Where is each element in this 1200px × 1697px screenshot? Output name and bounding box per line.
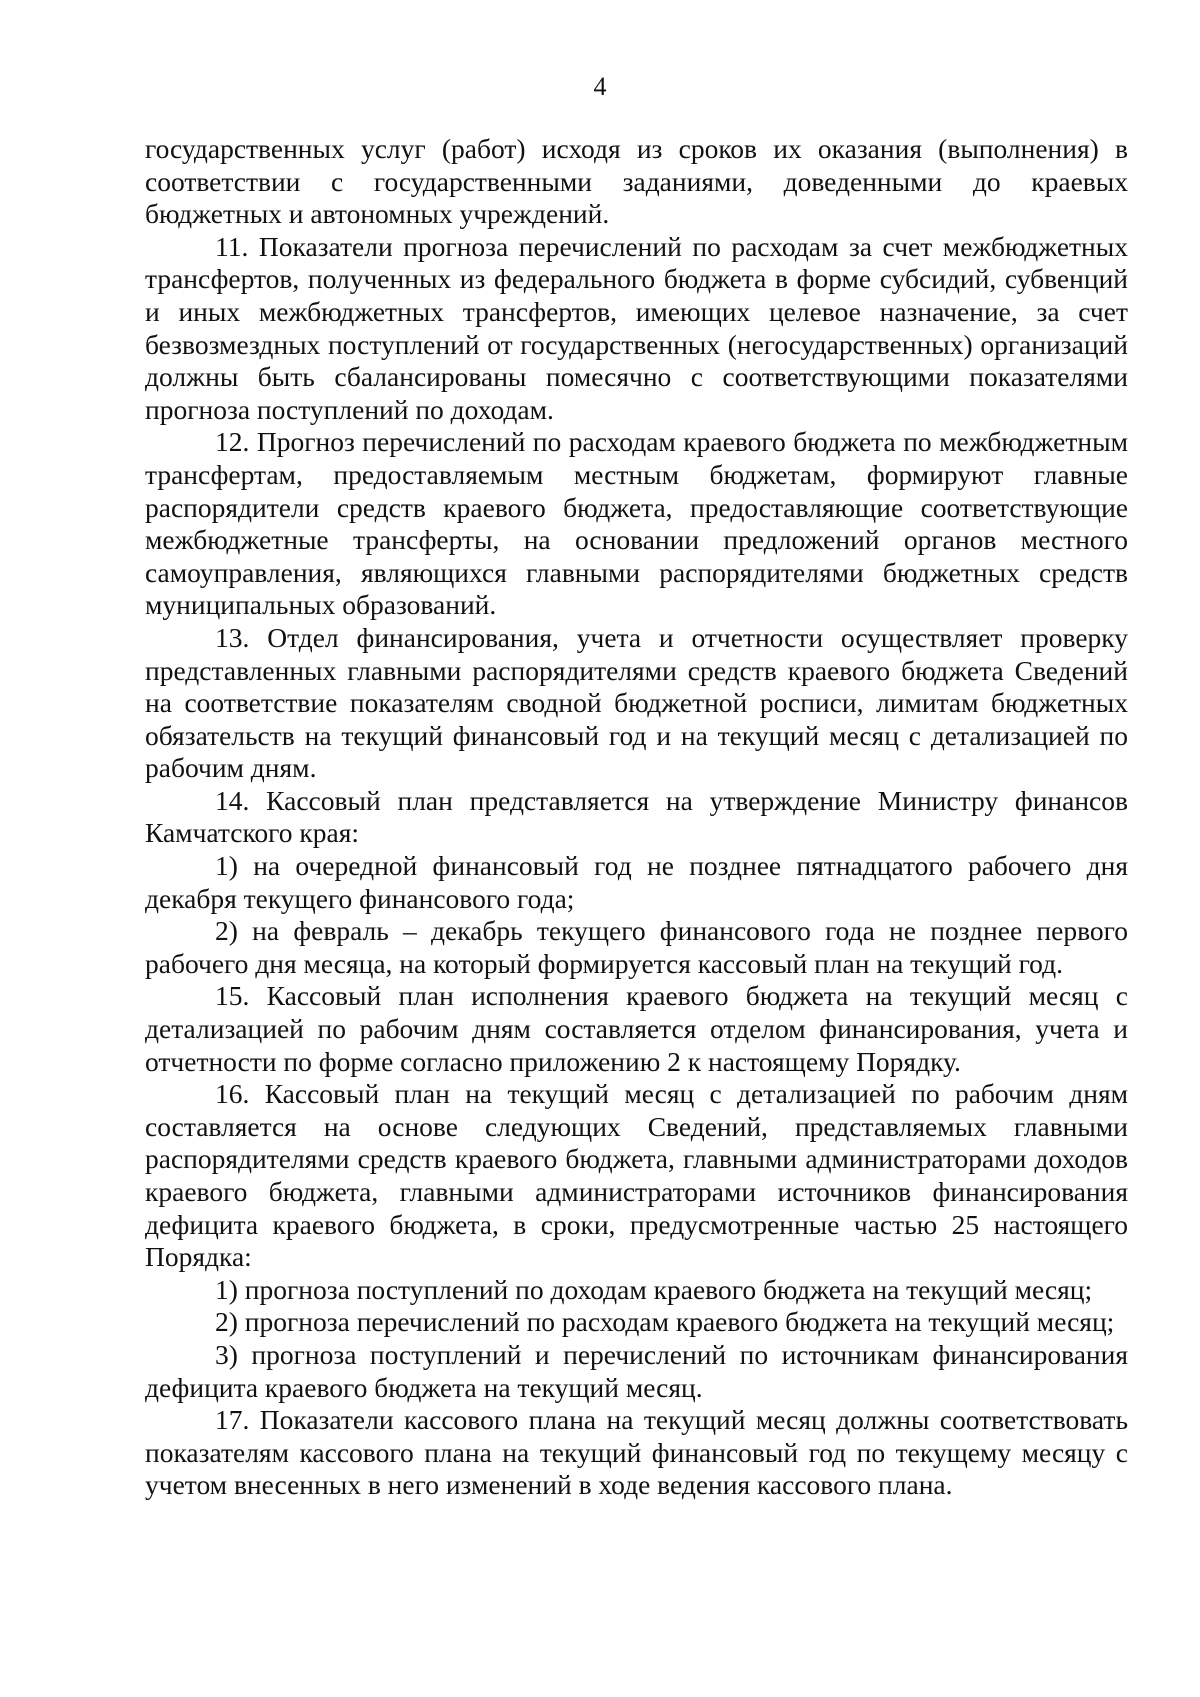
paragraph-14: 14. Кассовый план представляется на утверждение Министру финансов Камчатского края: — [145, 784, 1128, 849]
paragraph-11: 11. Показатели прогноза перечислений по расходам за счет межбюджетных трансфертов, полученных из федерального бюджета в форме субсидий, субвенций и иных межбюджетных трансфертов, имеющих целевое назначение, за счет безвозмездных поступлений от государственных (негосударственных) организаций должны быть сбалансированы помесячно с соответствующими показателями прогноза поступлений по доходам. — [145, 230, 1128, 425]
paragraph-16: 16. Кассовый план на текущий месяц с детализацией по рабочим дням составляется на основе следующих Сведений, представляемых главными распорядителями средств краевого бюджета, главными администраторами доходов краевого бюджета, главными администраторами источников финансирования дефицита краевого бюджета, в сроки, предусмотренные частью 25 настоящего Порядка: — [145, 1078, 1128, 1273]
paragraph-17: 17. Показатели кассового плана на текущий месяц должны соответствовать показателям кассового плана на текущий финансовый год по текущему месяцу с учетом внесенных в него изменений в ходе ведения кассового плана. — [145, 1404, 1128, 1501]
paragraph-15: 15. Кассовый план исполнения краевого бюджета на текущий месяц с детализацией по рабочим дням составляется отделом финансирования, учета и отчетности по форме согласно приложению 2 к настоящему Порядку. — [145, 980, 1128, 1077]
page-number: 4 — [593, 72, 607, 101]
paragraph-12: 12. Прогноз перечислений по расходам краевого бюджета по межбюджетным трансфертам, предоставляемым местным бюджетам, формируют главные распорядители средств краевого бюджета, предоставляющие соответствующие межбюджетные трансферты, на основании предложений органов местного самоуправления, являющихся главными распорядителями бюджетных средств муниципальных образований. — [145, 426, 1128, 621]
paragraph-16-item-2: 2) прогноза перечислений по расходам краевого бюджета на текущий месяц; — [215, 1306, 1115, 1338]
paragraph-continuation: государственных услуг (работ) исходя из сроков их оказания (выполнения) в соответствии с государственными заданиями, доведенными до краевых бюджетных и автономных учреждений. — [145, 133, 1128, 230]
paragraph-14-item-2: 2) на февраль – декабрь текущего финансового года не позднее первого рабочего дня месяца, на который формируется кассовый план на текущий год. — [145, 915, 1128, 979]
paragraph-14-item-1: 1) на очередной финансовый год не позднее пятнадцатого рабочего дня декабря текущего финансового года; — [145, 850, 1128, 914]
document-body — [145, 133, 1128, 1502]
paragraph-13: 13. Отдел финансирования, учета и отчетности осуществляет проверку представленных главными распорядителями средств краевого бюджета Сведений на соответствие показателям сводной бюджетной росписи, лимитам бюджетных обязательств на текущий финансовый год и на текущий месяц с детализацией по рабочим дням. — [145, 621, 1128, 784]
paragraph-16-item-3: 3) прогноза поступлений и перечислений по источникам финансирования дефицита краевого бюджета на текущий месяц. — [145, 1338, 1128, 1403]
paragraph-16-item-1: 1) прогноза поступлений по доходам краевого бюджета на текущий месяц; — [215, 1273, 1093, 1305]
